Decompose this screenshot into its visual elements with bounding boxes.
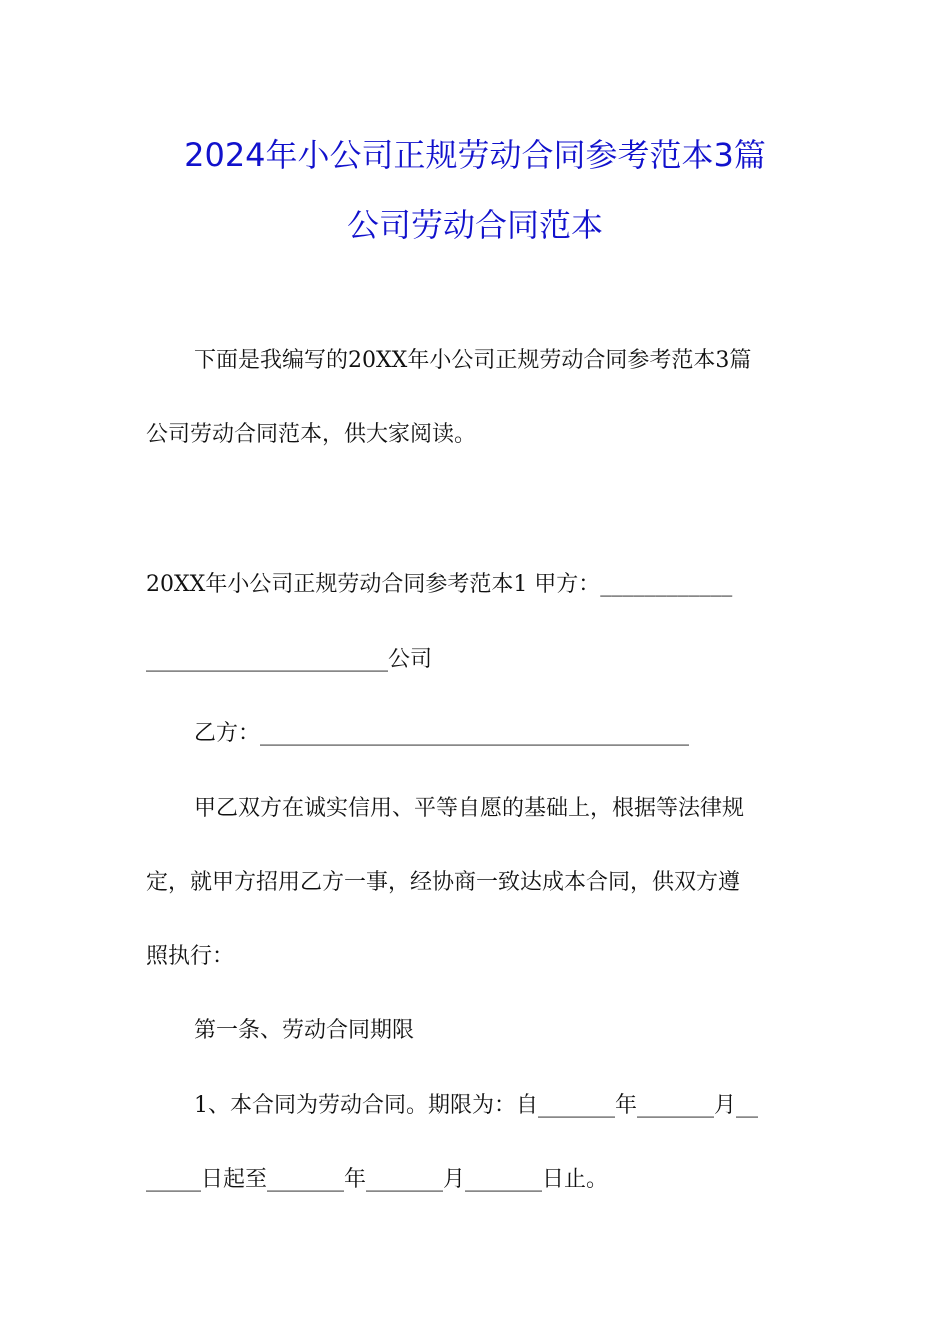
- intro-paragraph-line-2: 公司劳动合同范本，供大家阅读。: [146, 422, 477, 447]
- preamble-paragraph-line-3: 照执行：: [146, 944, 235, 969]
- preamble-paragraph-line-2: 定，就甲方招用乙方一事，经协商一致达成本合同，供双方遵: [146, 870, 741, 895]
- document-title-line-1: 2024年小公司正规劳动合同参考范本3篇: [184, 136, 766, 174]
- section-1-heading-line-2: ______________________公司: [146, 647, 433, 672]
- document-title-line-2: 公司劳动合同范本: [346, 206, 603, 244]
- intro-paragraph-line-1: 下面是我编写的20XX年小公司正规劳动合同参考范本3篇: [194, 348, 752, 373]
- section-1-heading-line-1: 20XX年小公司正规劳动合同参考范本1 甲方：____________: [146, 572, 733, 597]
- article-1-heading: 第一条、劳动合同期限: [194, 1018, 415, 1043]
- clause-1-line-2: _____日起至_______年_______月_______日止。: [146, 1167, 609, 1192]
- party-b-line: 乙方：_______________________________________: [194, 721, 690, 746]
- clause-1-line-1: 1、本合同为劳动合同。期限为：自_______年_______月__: [194, 1093, 758, 1118]
- preamble-paragraph-line-1: 甲乙双方在诚实信用、平等自愿的基础上，根据等法律规: [194, 796, 745, 821]
